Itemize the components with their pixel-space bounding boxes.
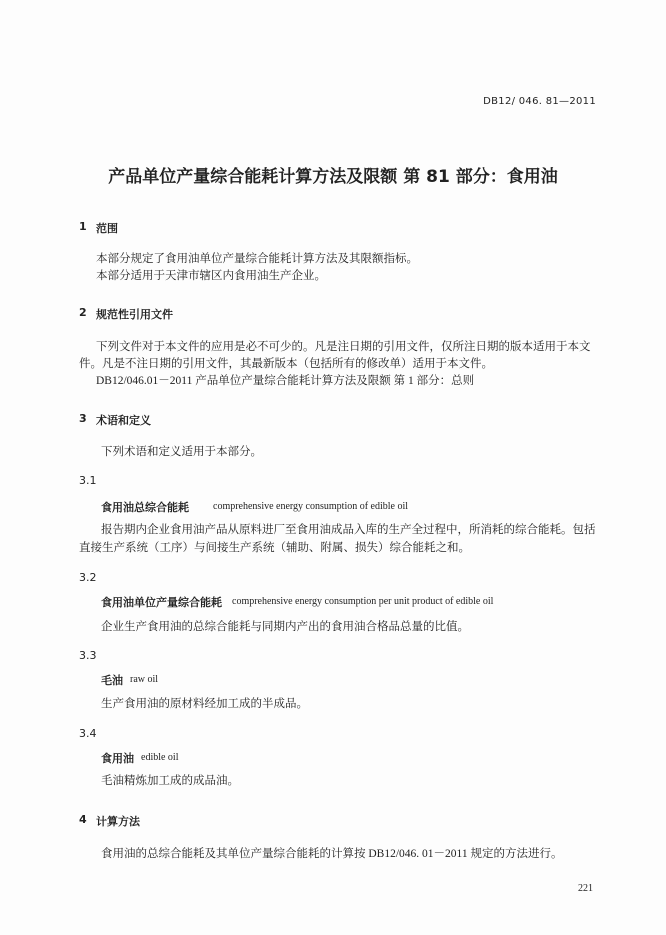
term-3-3-number: 3.3 xyxy=(79,649,97,662)
section-3-number: 3 xyxy=(79,412,87,425)
term-3-1-chinese: 食用油总综合能耗 xyxy=(101,501,189,514)
section-1-number: 1 xyxy=(79,220,87,233)
standard-code: DB12/ 046. 81—2011 xyxy=(483,96,596,107)
section-1-para-1: 本部分规定了食用油单位产量综合能耗计算方法及其限额指标。 xyxy=(96,253,418,265)
term-3-4-number: 3.4 xyxy=(79,727,97,740)
term-3-1-number: 3.1 xyxy=(79,474,97,487)
term-3-1-english: comprehensive energy consumption of edible oil xyxy=(213,501,409,512)
section-2-para-line-2: 件。凡是不注日期的引用文件，其最新版本（包括所有的修改单）适用于本文件。 xyxy=(79,358,493,370)
term-3-4-chinese: 食用油 xyxy=(101,752,134,765)
term-3-4-english: edible oil xyxy=(141,752,179,763)
section-4-para: 食用油的总综合能耗及其单位产量综合能耗的计算按 DB12/046. 01－2011 规定的方法进行。 xyxy=(101,848,563,860)
term-3-2-definition: 企业生产食用油的总综合能耗与同期内产出的食用油合格品总量的比值。 xyxy=(101,621,469,633)
normative-reference: DB12/046.01－2011 产品单位产量综合能耗计算方法及限额 第 1 部分：总则 xyxy=(96,375,475,387)
term-3-3-definition: 生产食用油的原材料经加工成的半成品。 xyxy=(101,698,308,710)
term-3-3-chinese: 毛油 xyxy=(101,674,123,687)
section-2-title: 规范性引用文件 xyxy=(96,308,173,321)
section-2-para-line-1: 下列文件对于本文件的应用是必不可少的。凡是注日期的引用文件，仅所注日期的版本适用于本文 xyxy=(96,341,591,353)
page-number: 221 xyxy=(578,883,593,894)
term-3-2-number: 3.2 xyxy=(79,571,97,584)
section-1-title: 范围 xyxy=(96,222,118,235)
term-3-2-chinese: 食用油单位产量综合能耗 xyxy=(101,596,222,609)
term-3-4-definition: 毛油精炼加工成的成品油。 xyxy=(101,775,239,787)
section-3-title: 术语和定义 xyxy=(96,414,151,427)
term-3-3-english: raw oil xyxy=(130,674,159,685)
document-title: 产品单位产量综合能耗计算方法及限额 第 81 部分：食用油 xyxy=(108,167,558,187)
term-3-2-english: comprehensive energy consumption per unit product of edible oil xyxy=(232,596,494,607)
section-4-number: 4 xyxy=(79,813,87,826)
section-1-para-2: 本部分适用于天津市辖区内食用油生产企业。 xyxy=(96,270,326,282)
section-2-number: 2 xyxy=(79,306,87,319)
section-3-intro: 下列术语和定义适用于本部分。 xyxy=(101,446,262,458)
term-3-1-definition-line-2: 直接生产系统（工序）与间接生产系统（辅助、附属、损失）综合能耗之和。 xyxy=(79,542,470,554)
term-3-1-definition-line-1: 报告期内企业食用油产品从原料进厂至食用油成品入库的生产全过程中，所消耗的综合能耗。包括 xyxy=(101,524,596,536)
section-4-title: 计算方法 xyxy=(96,815,140,828)
